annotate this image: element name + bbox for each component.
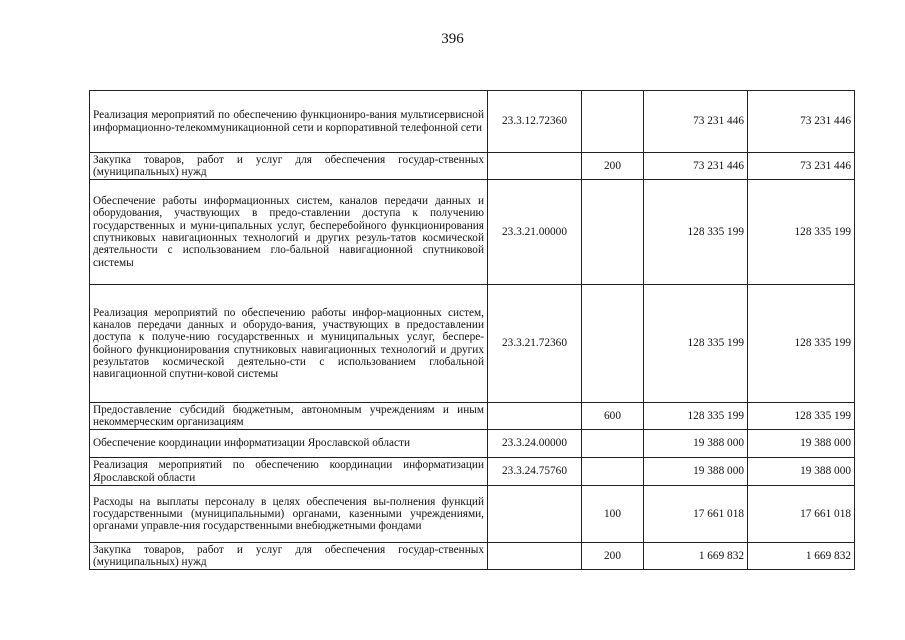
page-number: 396 bbox=[441, 31, 464, 47]
row-name-cell: Реализация мероприятий по обеспечению работы инфор-мационных систем, каналов передачи данных и оборудо-вания, участвующих в предоставлении доступа к получе-нию государственных и муниципальных услуг, беспере-бойного функционирования спутниковых навигационных технологий и других результатов космической деятельно-сти с использованием глобальной навигационной спутни-ковой системы bbox=[90, 285, 488, 403]
row-expense-kind-cell bbox=[582, 180, 644, 285]
table-row bbox=[90, 91, 855, 153]
row-amount-1-cell: 73 231 446 bbox=[644, 153, 748, 180]
row-amount-2-cell: 19 388 000 bbox=[748, 458, 855, 486]
row-amount-2-cell: 1 669 832 bbox=[748, 543, 855, 570]
row-amount-1-cell: 128 335 199 bbox=[644, 285, 748, 403]
row-expense-kind-cell: 200 bbox=[582, 153, 644, 180]
row-name-cell: Предоставление субсидий бюджетным, автономным учреждениям и иным некоммерческим организациям bbox=[90, 403, 488, 430]
table-row bbox=[90, 153, 855, 180]
table-row bbox=[90, 458, 855, 486]
row-name-cell: Закупка товаров, работ и услуг для обеспечения государ-ственных (муниципальных) нужд bbox=[90, 543, 488, 570]
row-amount-2-cell: 73 231 446 bbox=[748, 91, 855, 153]
row-code-cell: 23.3.21.72360 bbox=[488, 285, 582, 403]
table-row bbox=[90, 180, 855, 285]
row-code-cell bbox=[488, 153, 582, 180]
row-amount-1-cell: 19 388 000 bbox=[644, 458, 748, 486]
row-amount-1-cell: 1 669 832 bbox=[644, 543, 748, 570]
budget-table bbox=[89, 90, 855, 570]
table-row bbox=[90, 430, 855, 458]
row-expense-kind-cell: 200 bbox=[582, 543, 644, 570]
row-amount-1-cell: 19 388 000 bbox=[644, 430, 748, 458]
row-code-cell: 23.3.21.00000 bbox=[488, 180, 582, 285]
row-amount-2-cell: 73 231 446 bbox=[748, 153, 855, 180]
row-code-cell bbox=[488, 486, 582, 543]
table-row bbox=[90, 403, 855, 430]
row-code-cell bbox=[488, 403, 582, 430]
row-expense-kind-cell: 100 bbox=[582, 486, 644, 543]
row-amount-1-cell: 17 661 018 bbox=[644, 486, 748, 543]
table-row bbox=[90, 486, 855, 543]
row-amount-1-cell: 128 335 199 bbox=[644, 403, 748, 430]
row-name-cell: Реализация мероприятий по обеспечению функциониро-вания мультисервисной информационно-телекоммуникационной сети и корпоративной телефонной сети bbox=[90, 91, 488, 153]
row-amount-2-cell: 19 388 000 bbox=[748, 430, 855, 458]
row-expense-kind-cell bbox=[582, 91, 644, 153]
row-name-cell: Закупка товаров, работ и услуг для обеспечения государ-ственных (муниципальных) нужд bbox=[90, 153, 488, 180]
row-amount-2-cell: 128 335 199 bbox=[748, 285, 855, 403]
row-expense-kind-cell bbox=[582, 458, 644, 486]
row-amount-1-cell: 128 335 199 bbox=[644, 180, 748, 285]
row-expense-kind-cell bbox=[582, 285, 644, 403]
row-amount-2-cell: 128 335 199 bbox=[748, 180, 855, 285]
table-row bbox=[90, 543, 855, 570]
row-code-cell: 23.3.24.00000 bbox=[488, 430, 582, 458]
row-expense-kind-cell: 600 bbox=[582, 403, 644, 430]
row-name-cell: Реализация мероприятий по обеспечению координации информатизации Ярославской области bbox=[90, 458, 488, 486]
row-code-cell bbox=[488, 543, 582, 570]
table-row bbox=[90, 285, 855, 403]
row-name-cell: Обеспечение координации информатизации Ярославской области bbox=[90, 430, 488, 458]
row-name-cell: Расходы на выплаты персоналу в целях обеспечения вы-полнения функций государственными (муниципальными) органами, казенными учреждениями, органами управле-ния государственными внебюджетными фондами bbox=[90, 486, 488, 543]
row-amount-2-cell: 17 661 018 bbox=[748, 486, 855, 543]
row-code-cell: 23.3.24.75760 bbox=[488, 458, 582, 486]
row-amount-2-cell: 128 335 199 bbox=[748, 403, 855, 430]
row-name-cell: Обеспечение работы информационных систем, каналов передачи данных и оборудования, участвующих в предо-ставлении доступа к получению государственных и муни-ципальных услуг, бесперебойного функционирования спутниковых навигационных технологий и других резуль-татов космической деятельности с использованием гло-бальной навигационной спутниковой системы bbox=[90, 180, 488, 285]
row-amount-1-cell: 73 231 446 bbox=[644, 91, 748, 153]
budget-table-body bbox=[90, 91, 855, 570]
row-expense-kind-cell bbox=[582, 430, 644, 458]
row-code-cell: 23.3.12.72360 bbox=[488, 91, 582, 153]
